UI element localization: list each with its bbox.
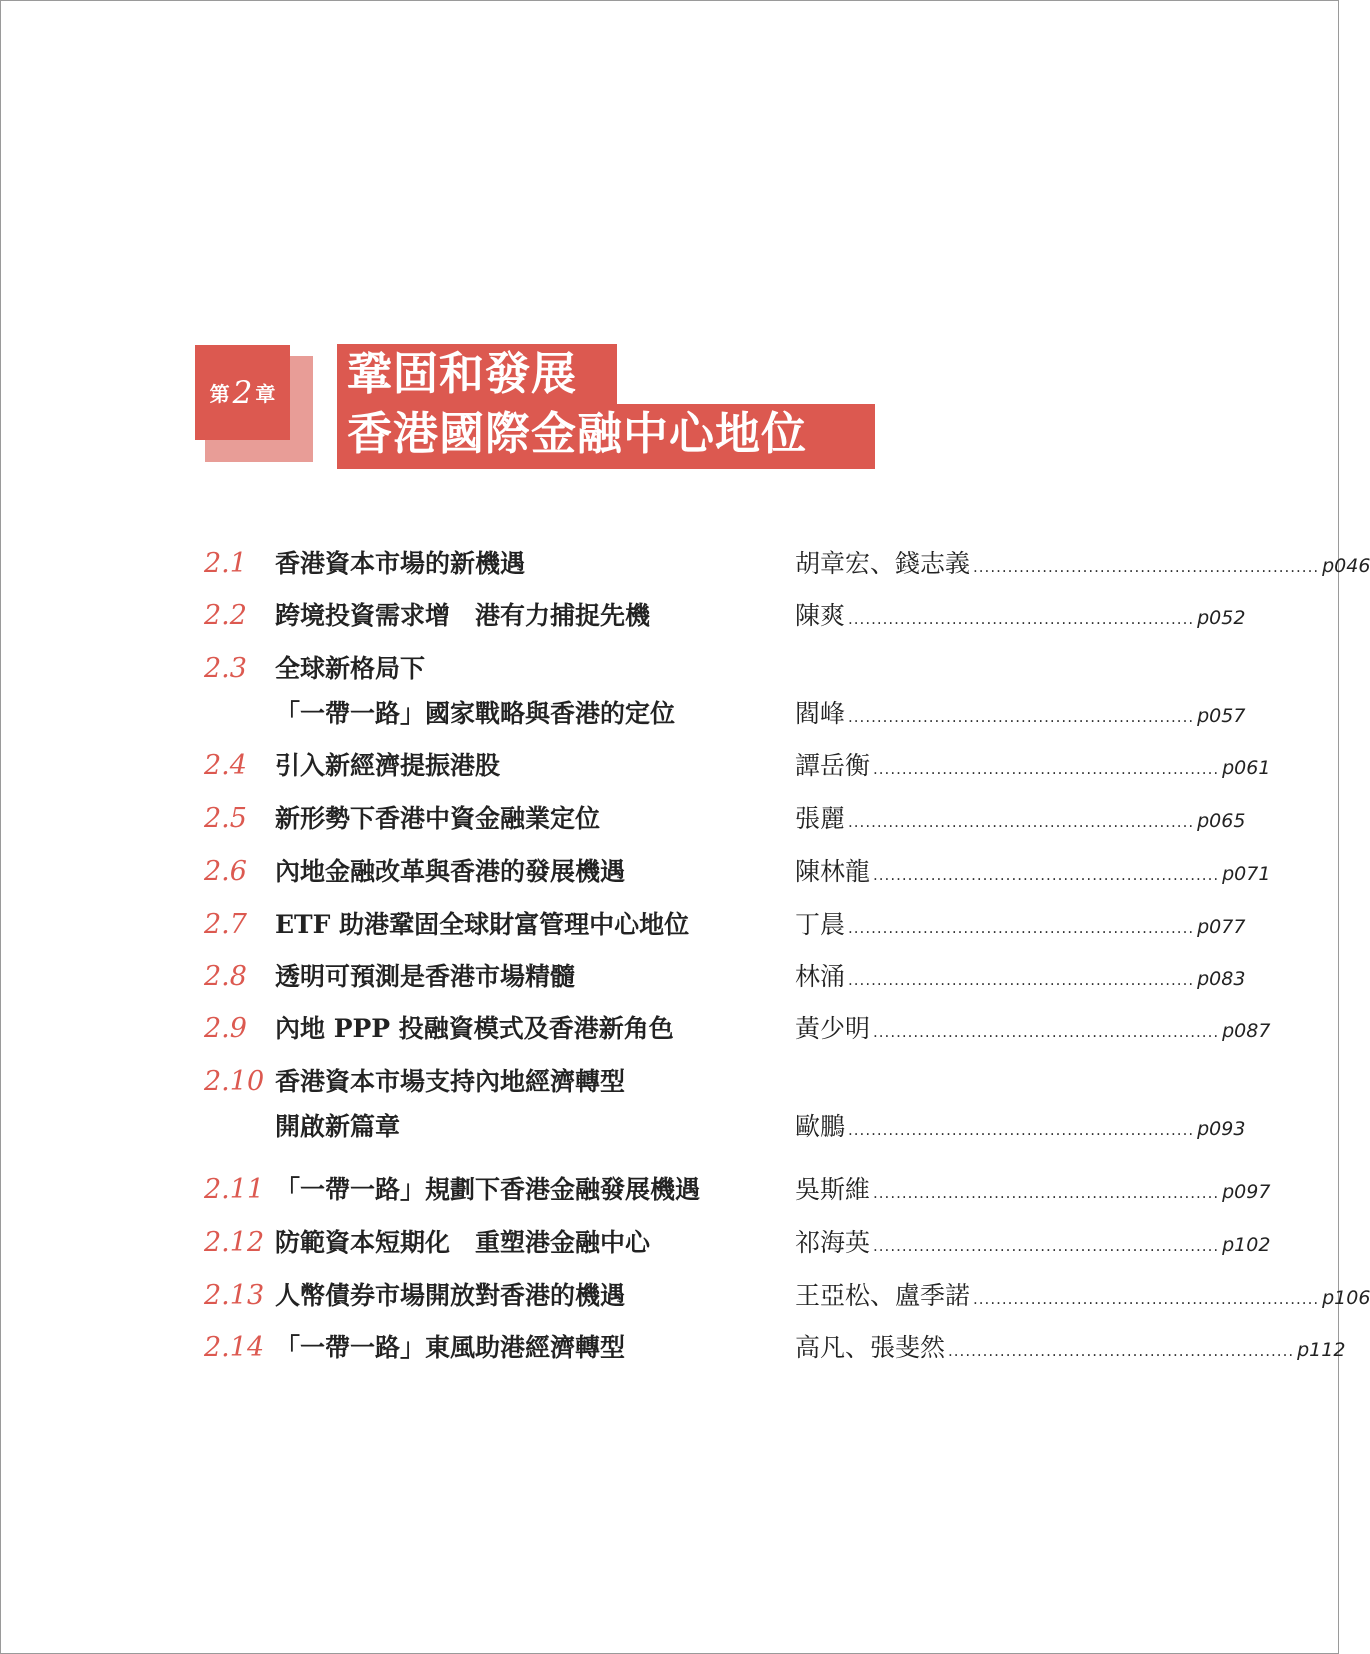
toc-entry[interactable] xyxy=(1,1328,1346,1368)
toc-entry-leader-dots: ............................................................ xyxy=(948,1342,1295,1360)
toc-entry[interactable] xyxy=(1,544,1370,584)
toc-entry-title: 透明可預測是香港市場精髓 xyxy=(275,962,576,991)
toc-entry-page: p106 xyxy=(1322,1287,1370,1309)
toc-entry-title: 防範資本短期化 重塑港金融中心 xyxy=(275,1228,651,1257)
toc-entry-author: 胡章宏、錢志義 xyxy=(795,549,971,578)
toc-entry-author-line xyxy=(795,544,1370,587)
toc-entry-author-line xyxy=(795,799,1246,842)
toc-entry-title: 全球新格局下 xyxy=(275,654,426,683)
toc-entry-author-line xyxy=(795,957,1246,1000)
toc-entry-page: p077 xyxy=(1197,916,1246,938)
toc-entry-author: 黃少明 xyxy=(795,1014,871,1043)
toc-entry-leader-dots: ............................................................ xyxy=(873,760,1220,778)
toc-entry-number: 2.6 xyxy=(204,856,247,887)
chapter-badge-suffix: 章 xyxy=(255,382,276,406)
toc-entry-title: 「一帶一路」規劃下香港金融發展機遇 xyxy=(275,1175,701,1204)
toc-entry-page: p102 xyxy=(1222,1234,1271,1256)
toc-entry-author: 陳爽 xyxy=(795,601,846,630)
toc-entry[interactable] xyxy=(1,1276,1370,1316)
toc-entry[interactable] xyxy=(1,957,1340,997)
toc-entry-number: 2.5 xyxy=(204,803,247,834)
chapter-badge xyxy=(195,345,290,440)
toc-entry[interactable] xyxy=(1,596,1340,636)
toc-entry-page: p097 xyxy=(1222,1181,1271,1203)
toc-entry-author: 祁海英 xyxy=(795,1228,871,1257)
toc-entry-title: 人幣債券市場開放對香港的機遇 xyxy=(275,1281,626,1310)
toc-entry-number: 2.8 xyxy=(204,961,247,992)
toc-entry-title: 內地 PPP 投融資模式及香港新角色 xyxy=(275,1014,674,1043)
toc-entry-leader-dots: ............................................................ xyxy=(873,1184,1220,1202)
toc-entry-title: ETF 助港鞏固全球財富管理中心地位 xyxy=(275,910,690,939)
toc-entry-author: 丁晨 xyxy=(795,910,846,939)
chapter-badge-number: 2 xyxy=(232,374,253,411)
toc-entry-author-line xyxy=(795,694,1246,737)
toc-entry[interactable] xyxy=(1,1009,1340,1049)
toc-entry-page: p071 xyxy=(1222,863,1271,885)
toc-entry[interactable] xyxy=(1,852,1340,892)
toc-entry-leader-dots: ............................................................ xyxy=(848,919,1195,937)
toc-entry-page: p046 xyxy=(1322,555,1370,577)
toc-entry-author: 林涌 xyxy=(795,962,846,991)
toc-entry-author-line xyxy=(795,596,1246,639)
toc-entry-page: p065 xyxy=(1197,810,1246,832)
toc-entry-number: 2.9 xyxy=(204,1013,247,1044)
toc-entry-number: 2.12 xyxy=(204,1227,265,1258)
toc-entry-leader-dots: ............................................................ xyxy=(848,813,1195,831)
toc-entry-number: 2.11 xyxy=(204,1174,265,1205)
toc-entry-page: p083 xyxy=(1197,968,1246,990)
toc-entry-page: p057 xyxy=(1197,705,1246,727)
toc-entry-title: 跨境投資需求增 港有力捕捉先機 xyxy=(275,601,651,630)
toc-entry-number: 2.14 xyxy=(204,1332,265,1363)
toc-entry-page: p061 xyxy=(1222,757,1271,779)
toc-entry[interactable] xyxy=(1,746,1340,786)
chapter-badge-prefix: 第 xyxy=(209,382,230,406)
toc-entry-author-line xyxy=(795,852,1271,895)
toc-entry-title-line2: 開啟新篇章 xyxy=(275,1112,401,1141)
toc-entry-author: 閻峰 xyxy=(795,699,846,728)
toc-entry-author: 譚岳衡 xyxy=(795,751,871,780)
toc-entry-author: 陳林龍 xyxy=(795,857,871,886)
toc-entry-author-line xyxy=(795,1276,1370,1319)
toc-entry[interactable] xyxy=(1,1062,1340,1141)
toc-entry-number: 2.13 xyxy=(204,1280,265,1311)
toc-entry-leader-dots: ............................................................ xyxy=(848,708,1195,726)
toc-entry-author-line xyxy=(795,905,1246,948)
toc-entry-author: 歐鵬 xyxy=(795,1112,846,1141)
toc-entry[interactable] xyxy=(1,905,1340,945)
toc-entry-number: 2.10 xyxy=(204,1066,265,1097)
toc-entry-number: 2.2 xyxy=(204,600,247,631)
toc-entry-page: p093 xyxy=(1197,1118,1246,1140)
toc-entry[interactable] xyxy=(1,799,1340,839)
toc-entry-author-line xyxy=(795,1328,1346,1371)
toc-entry-author: 高凡、張斐然 xyxy=(795,1333,946,1362)
toc-entry-author-line xyxy=(795,1170,1271,1213)
toc-entry-author-line xyxy=(795,1107,1246,1150)
toc-entry-title: 香港資本市場的新機遇 xyxy=(275,549,526,578)
toc-entry-leader-dots: ............................................................ xyxy=(873,1237,1220,1255)
toc-entry-title: 新形勢下香港中資金融業定位 xyxy=(275,804,601,833)
toc-entry-leader-dots: ............................................................ xyxy=(873,1023,1220,1041)
toc-entry-page: p087 xyxy=(1222,1020,1271,1042)
toc-entry-leader-dots: ............................................................ xyxy=(848,1121,1195,1139)
toc-entry-author: 張麗 xyxy=(795,804,846,833)
toc-entry-leader-dots: ............................................................ xyxy=(848,971,1195,989)
toc-entry-author-line xyxy=(795,746,1271,789)
toc-entry-leader-dots: ............................................................ xyxy=(973,558,1320,576)
toc-entry-title: 「一帶一路」東風助港經濟轉型 xyxy=(275,1333,626,1362)
toc-entry-title: 引入新經濟提振港股 xyxy=(275,751,501,780)
toc-entry-title: 內地金融改革與香港的發展機遇 xyxy=(275,857,626,886)
toc-entry-author-line xyxy=(795,1223,1271,1266)
toc-entry-title-line2: 「一帶一路」國家戰略與香港的定位 xyxy=(275,699,676,728)
toc-entry-author-line xyxy=(795,1009,1271,1052)
toc-entry-author: 吳斯維 xyxy=(795,1175,871,1204)
toc-entry[interactable] xyxy=(1,649,1340,728)
toc-entry-page: p052 xyxy=(1197,607,1246,629)
toc-entry-number: 2.4 xyxy=(204,750,247,781)
toc-entry-leader-dots: ............................................................ xyxy=(973,1290,1320,1308)
toc-entry-number: 2.1 xyxy=(204,548,247,579)
chapter-title-line2: 香港國際金融中心地位 xyxy=(337,404,875,469)
toc-entry-title: 香港資本市場支持內地經濟轉型 xyxy=(275,1067,626,1096)
toc-entry[interactable] xyxy=(1,1223,1340,1263)
toc-entry-number: 2.7 xyxy=(204,909,247,940)
toc-entry-author: 王亞松、盧季諾 xyxy=(795,1281,971,1310)
chapter-title-line1: 鞏固和發展 xyxy=(337,344,617,404)
toc-entry-number: 2.3 xyxy=(204,653,247,684)
toc-entry-leader-dots: ............................................................ xyxy=(848,610,1195,628)
toc-entry[interactable] xyxy=(1,1170,1340,1210)
toc-entry-page: p112 xyxy=(1297,1339,1346,1361)
toc-entry-leader-dots: ............................................................ xyxy=(873,866,1220,884)
